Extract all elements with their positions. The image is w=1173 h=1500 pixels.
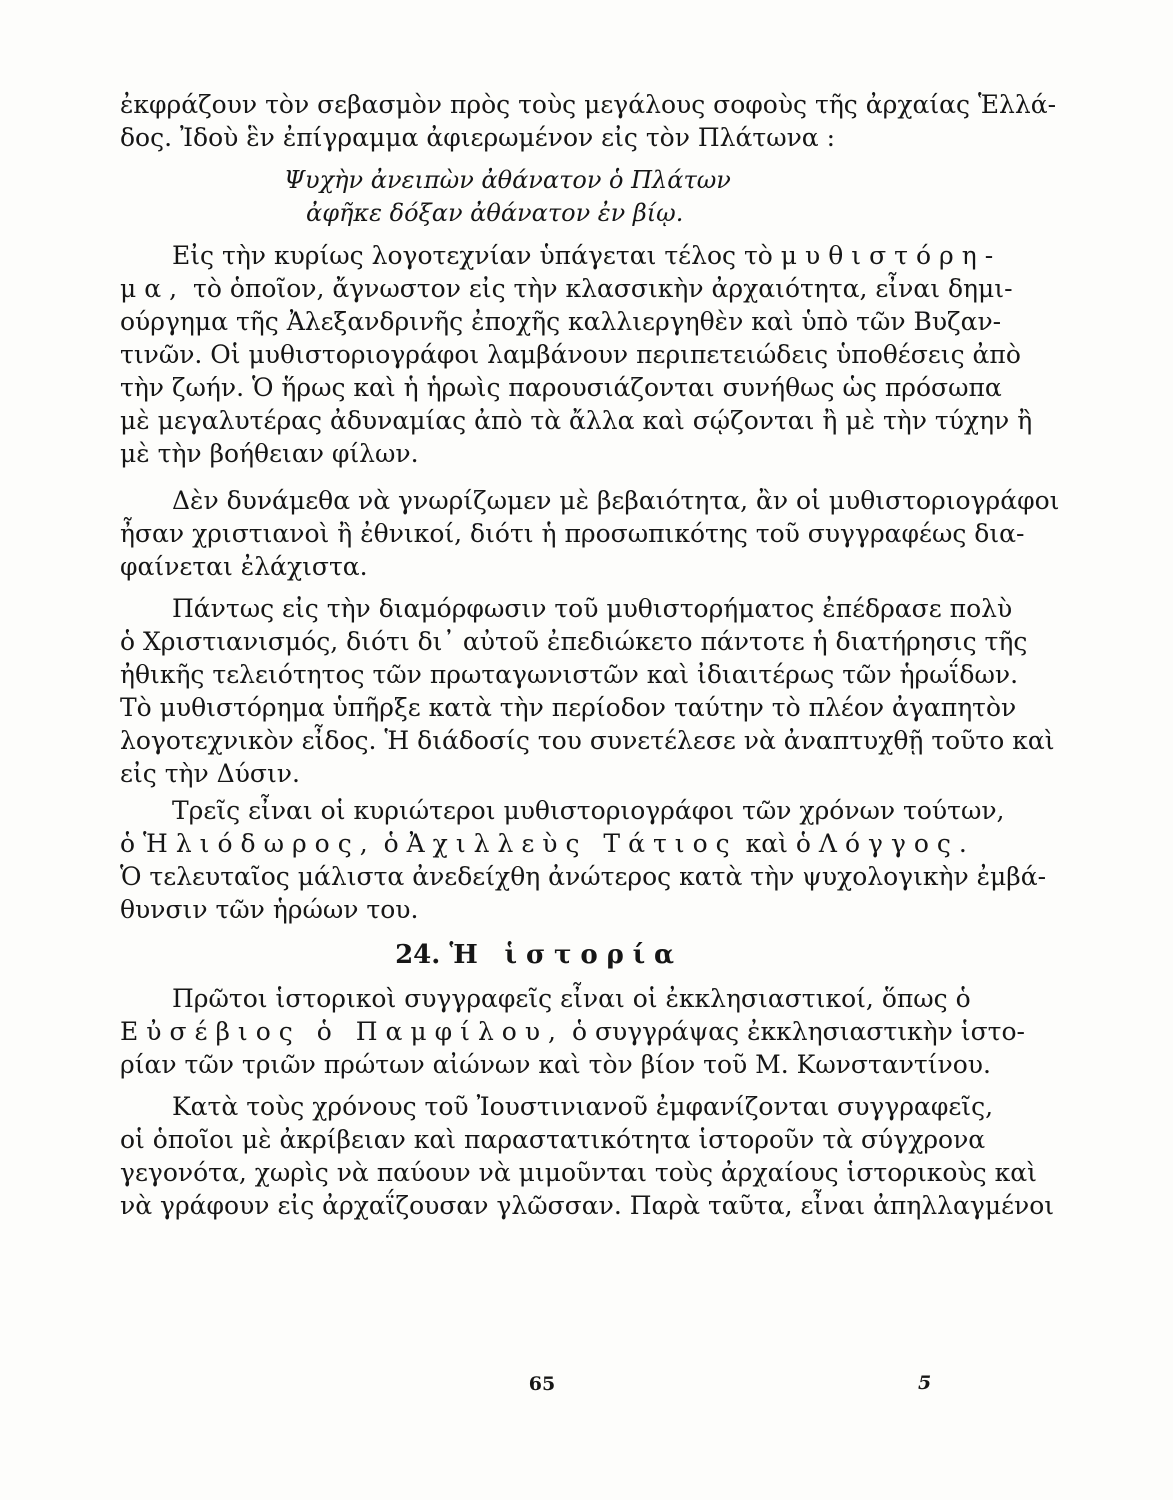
text-line: νὰ γράφουν εἰς ἀρχαΐζουσαν γλῶσσαν. Παρὰ ταῦτα, εἶναι ἀπηλλαγμένοι — [120, 1191, 1055, 1220]
epigram-line: Ψυχὴν ἀνειπὼν ἀθάνατον ὁ Πλάτων — [284, 166, 731, 194]
paragraph — [120, 88, 1057, 154]
spaced-term: μυθιστόρη- — [780, 241, 1002, 270]
text-line — [120, 239, 1002, 272]
text-line: Πρῶτοι ἱστορικοὶ συγγραφεῖς εἶναι οἱ ἐκκλησιαστικοί, ὅπως ὁ — [172, 984, 971, 1013]
paragraph — [120, 794, 1047, 926]
text-line — [120, 272, 1013, 305]
text-line: μὲ μεγαλυτέρας ἀδυναμίας ἀπὸ τὰ ἄλλα καὶ σῴζονται ἢ μὲ τὴν τύχην ἢ — [120, 406, 1033, 435]
text-line — [120, 827, 975, 860]
spaced-name: Λόγγος. — [818, 829, 975, 858]
line-text: τὸ ὁποῖον, ἄγνωστον εἰς τὴν κλασσικὴν ἀρχαιότητα, εἶναι δημι- — [193, 274, 1013, 303]
text-line: ρίαν τῶν τριῶν πρώτων αἰώνων καὶ τὸν βίον τοῦ Μ. Κωνσταντίνου. — [120, 1050, 991, 1079]
line-text: ὁ συγγράψας ἐκκλησιαστικὴν ἱστο- — [571, 1017, 1025, 1046]
text-line: Δὲν δυνάμεθα νὰ γνωρίζωμεν μὲ βεβαιότητα, ἂν οἱ μυθιστοριογράφοι — [172, 486, 1060, 515]
text-line: οἱ ὁποῖοι μὲ ἀκρίβειαν καὶ παραστατικότητα ἱστοροῦν τὰ σύγχρονα — [120, 1125, 986, 1154]
line-text: ὁ — [120, 829, 136, 858]
section-title: Ἡ ἱστορία — [449, 940, 683, 970]
epigram — [120, 164, 958, 230]
text-line: Τρεῖς εἶναι οἱ κυριώτεροι μυθιστοριογράφοι τῶν χρόνων τούτων, — [172, 796, 1005, 825]
spaced-name: Εὐσέβιος ὁ Παμφίλου, — [120, 1017, 564, 1046]
spaced-name: Ἀχιλλεὺς Τάτιος — [406, 829, 738, 858]
text-line: ὁ Χριστιανισμός, διότι δι᾽ αὐτοῦ ἐπεδιώκετο πάντοτε ἡ διατήρησις τῆς — [120, 627, 1028, 656]
paragraph — [120, 592, 1055, 790]
text-line: ούργημα τῆς Ἀλεξανδρινῆς ἐποχῆς καλλιεργηθὲν καὶ ὑπὸ τῶν Βυζαν- — [120, 307, 1002, 336]
text-line: ἐκφράζουν τὸν σεβασμὸν πρὸς τοὺς μεγάλους σοφοὺς τῆς ἀρχαίας Ἑλλά- — [120, 90, 1057, 119]
line-text: Εἰς τὴν κυρίως λογοτεχνίαν ὑπάγεται τέλος τὸ — [172, 241, 773, 270]
line-text: καὶ ὁ — [745, 829, 811, 858]
text-line — [120, 1015, 1025, 1048]
text-line: τινῶν. Οἱ μυθιστοριογράφοι λαμβάνουν περιπετειώδεις ὑποθέσεις ἀπὸ — [120, 340, 1021, 369]
text-line: λογοτεχνικὸν εἶδος. Ἡ διάδοσίς του συνετέλεσε νὰ ἀναπτυχθῇ τοῦτο καὶ — [120, 726, 1055, 755]
text-column — [120, 88, 1060, 1222]
paragraph — [120, 484, 1060, 583]
text-line: Ὁ τελευταῖος μάλιστα ἀνεδείχθη ἀνώτερος κατὰ τὴν ψυχολογικὴν ἐμβά- — [120, 862, 1047, 891]
paragraph — [120, 1090, 1055, 1222]
text-line: εἰς τὴν Δύσιν. — [120, 759, 300, 788]
text-line: δος. Ἰδοὺ ἓν ἐπίγραμμα ἀφιερωμένον εἰς τὸν Πλάτωνα : — [120, 123, 836, 152]
text-line: θυνσιν τῶν ἡρώων του. — [120, 895, 419, 924]
text-line: τὴν ζωήν. Ὁ ἥρως καὶ ἡ ἡρωὶς παρουσιάζονται συνήθως ὡς πρόσωπα — [120, 373, 1002, 402]
text-line: Τὸ μυθιστόρημα ὑπῆρξε κατὰ τὴν περίοδον ταύτην τὸ πλέον ἀγαπητὸν — [120, 693, 1017, 722]
section-heading — [120, 938, 958, 972]
line-text: ὁ — [383, 829, 399, 858]
section-number: 24. — [395, 940, 441, 970]
text-line: Κατὰ τοὺς χρόνους τοῦ Ἰουστινιανοῦ ἐμφανίζονται συγγραφεῖς, — [172, 1092, 994, 1121]
signature-mark: 5 — [918, 1372, 932, 1394]
text-line: γεγονότα, χωρὶς νὰ παύουν νὰ μιμοῦνται τοὺς ἀρχαίους ἱστορικοὺς καὶ — [120, 1158, 1037, 1187]
paragraph — [120, 982, 1025, 1081]
text-line: φαίνεται ἐλάχιστα. — [120, 552, 368, 581]
spaced-name: Ἡλιόδωρος, — [143, 829, 376, 858]
paragraph — [120, 239, 1033, 470]
text-line: ἦσαν χριστιανοὶ ἢ ἐθνικοί, διότι ἡ προσωπικότης τοῦ συγγραφέως δια- — [120, 519, 1025, 548]
page-number: 65 — [528, 1373, 556, 1395]
text-line: μὲ τὴν βοήθειαν φίλων. — [120, 439, 419, 468]
text-line: Πάντως εἰς τὴν διαμόρφωσιν τοῦ μυθιστορήματος ἐπέδρασε πολὺ — [172, 594, 1013, 623]
epigram-line: ἀφῆκε δόξαν ἀθάνατον ἐν βίῳ. — [306, 199, 684, 227]
text-line: ἠθικῆς τελειότητος τῶν πρωταγωνιστῶν καὶ ἰδιαιτέρως τῶν ἡρωΐδων. — [120, 660, 1019, 689]
spaced-term: μα, — [120, 274, 186, 303]
